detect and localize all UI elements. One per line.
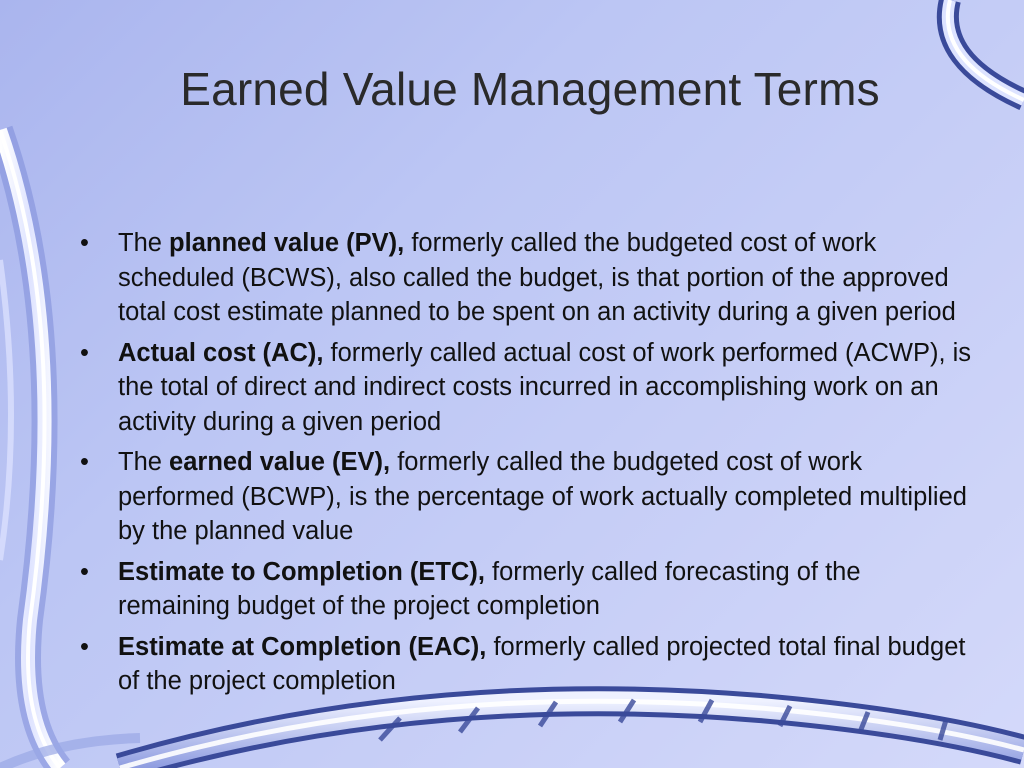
bullet-marker: • [80, 229, 89, 257]
bullet-term: earned value (EV), [169, 448, 391, 476]
bullet-term: Estimate to Completion (ETC), [118, 557, 485, 586]
bullet-text: formerly called actual cost of work performed (ACWP), is the total of direct and indirect costs incurred in accomplishing work on an activity during a given period [118, 338, 972, 436]
bullet-text: formerly called the budgeted cost of work scheduled (BCWS), also called the budget, is that portion of the approved total cost estimate planned to be spent on an activity during a given period [118, 229, 956, 326]
bullet-marker: • [80, 557, 89, 586]
bullet-prefix: The [118, 448, 170, 476]
bullet-marker: • [80, 448, 89, 476]
slide-title: Earned Value Management Terms [180, 63, 880, 115]
bullet-item-estimate-to-completion [78, 555, 978, 624]
bullet-item-earned-value [78, 445, 978, 549]
bullet-item-planned-value [78, 226, 978, 330]
bullet-term: Estimate at Completion (EAC), [118, 632, 487, 661]
bullet-term: planned value (PV), [169, 229, 405, 257]
bullet-text: formerly called the budgeted cost of work performed (BCWP), is the percentage of work actually completed multiplied by the planned value [118, 448, 967, 545]
bullet-item-estimate-at-completion [78, 630, 978, 699]
bullet-term: Actual cost (AC), [118, 338, 324, 367]
bullet-list [78, 226, 978, 705]
bullet-text: formerly called forecasting of the remaining budget of the project completion [118, 557, 861, 620]
bullet-marker: • [80, 632, 89, 661]
left-arc-ornament [0, 130, 60, 768]
bullet-item-actual-cost [78, 336, 978, 440]
bullet-text: formerly called projected total final budget of the project completion [118, 632, 966, 695]
bullet-prefix: The [118, 229, 170, 257]
bottom-ribbon-ornament [0, 700, 1024, 768]
bullet-marker: • [80, 338, 89, 367]
